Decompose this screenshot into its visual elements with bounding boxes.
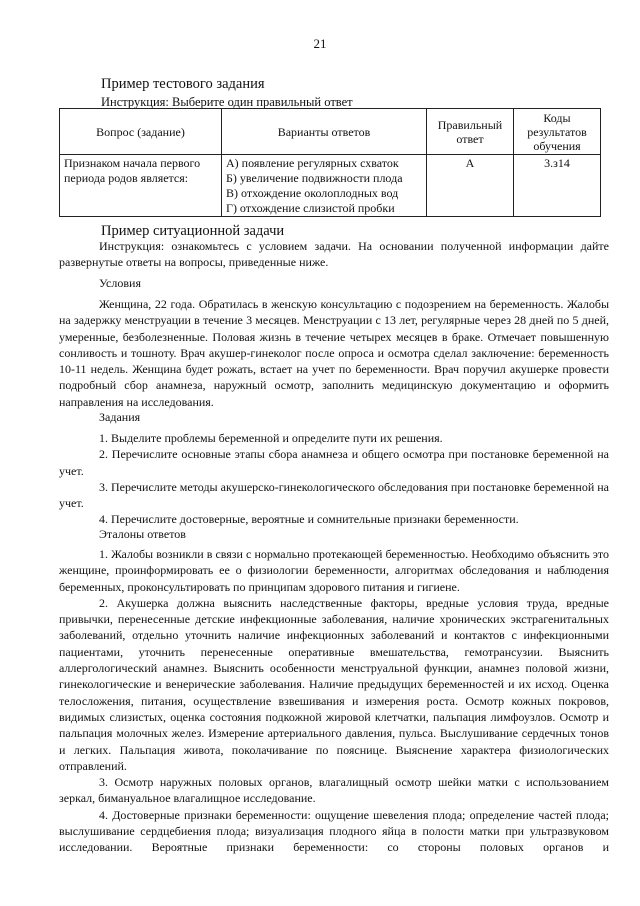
list-item: 1. Выделите проблемы беременной и определите пути их решения. [99, 431, 443, 445]
header-codes: Коды результатов обучения [514, 109, 601, 155]
tasks-list [59, 430, 609, 528]
answers-label: Эталоны ответов [99, 527, 186, 541]
answer-cell: А [427, 155, 514, 217]
code-cell: 3.з14 [514, 155, 601, 217]
option-a: А) появление регулярных схваток [226, 156, 399, 170]
header-question: Вопрос (задание) [60, 109, 222, 155]
situational-instruction: Инструкция: ознакомьтесь с условием задачи. На основании полученной информации дайте развернутые ответы на вопросы, приведенные ниже. [59, 239, 609, 270]
conditions-block [59, 296, 609, 410]
test-instruction: Инструкция: Выберите один правильный ответ [101, 95, 353, 109]
list-item: 2. Акушерка должна выяснить наследственные факторы, вредные условия труда, вредные привычки, перенесенные детские инфекционные заболевания, наличие хронических экстрагенитальных заболеваний, отдельно уточнить наличие инфекционных заболеваний и контактов с инфекционными пациентами, уточнить перенесенные оперативные вмешательства, гемотрансузии. Выяснить аллергологический анамнез. Выяснить особенности менструальной функции, анамнез половой жизни, гинекологические и венерические заболевания. Наличие предыдущих беременностей и их исход. Оценка телосложения, питания, осуществление взвешивания и измерения роста. Осмотр кожных покровов, видимых слизистых, оценка состояния подкожной жировой клетчатки, пальпация лимфоузлов. Осмотр и пальпация молочных желез. Измерение артериального давления, пульса. Выслушивание сердечных тонов и легких. Пальпация живота, поколачивание по пояснице. Выяснение характера физиологических отправлений. [59, 595, 609, 773]
page-number: 21 [313, 36, 327, 51]
situational-section-title: Пример ситуационной задачи [101, 223, 285, 239]
conditions-label: Условия [99, 276, 141, 290]
conditions-text: Женщина, 22 года. Обратилась в женскую консультацию с подозрением на беременность. Жалобы на задержку менструации в течение 3 месяцев. Менструации с 13 лет, регулярные через 28 дней по 5 дней, умеренные, безболезненные. Половая жизнь в течение четырех месяцев в браке. Отмечает повышенную сонливость и тошноту. Врач акушер-гинеколог после опроса и осмотра сделал заключение: беременность 10-11 недель. Женщина будет рожать, встает на учет по беременности. Врач поручил акушерке провести подробный сбор анамнеза, наружный осмотр, заполнить медицинскую документацию и оформить направления на исследования. [59, 297, 609, 409]
test-table [59, 108, 601, 217]
list-item: 1. Жалобы возникли в связи с нормально протекающей беременностью. Необходимо объяснить это женщине, проинформировать ее о физиологии беременности, алгоритмах обследования и наблюдения беременных, проконсультировать по принципам здорового питания и гигиене. [59, 547, 609, 594]
situational-instruction-block [59, 238, 609, 271]
tasks-label: Задания [99, 410, 141, 424]
header-options: Варианты ответов [222, 109, 427, 155]
options-cell [222, 155, 427, 217]
answers-list [59, 546, 609, 856]
table-row [60, 155, 601, 217]
list-item: 3. Перечислите методы акушерско-гинекологического обследования при постановке беременной на учет. [59, 479, 609, 511]
list-item: 2. Перечислите основные этапы сбора анамнеза и общего осмотра при постановке беременной на учет. [59, 447, 609, 478]
list-item: 4. Перечислите достоверные, вероятные и сомнительные признаки беременности. [99, 512, 519, 527]
option-c: В) отхождение околоплодных вод [226, 186, 399, 200]
list-item: 3. Осмотр наружных половых органов, влагалищный осмотр шейки матки с использованием зеркал, бимануальное влагалищное исследование. [59, 775, 609, 806]
option-b: Б) увеличение подвижности плода [226, 171, 403, 185]
table-header-row [60, 109, 601, 155]
question-cell: Признаком начала первого периода родов является: [60, 155, 222, 217]
list-item: 4. Достоверные признаки беременности: ощущение шевеления плода; определение частей плода; выслушивание сердцебиения плода; визуализация плодного яйца в полости матки при ультразвуковом исследовании. Вероятные признаки беременности: со стороны половых органов и [59, 807, 609, 855]
test-section-title: Пример тестового задания [101, 76, 265, 92]
header-answer: Правильный ответ [427, 109, 514, 155]
option-d: Г) отхождение слизистой пробки [226, 201, 395, 215]
